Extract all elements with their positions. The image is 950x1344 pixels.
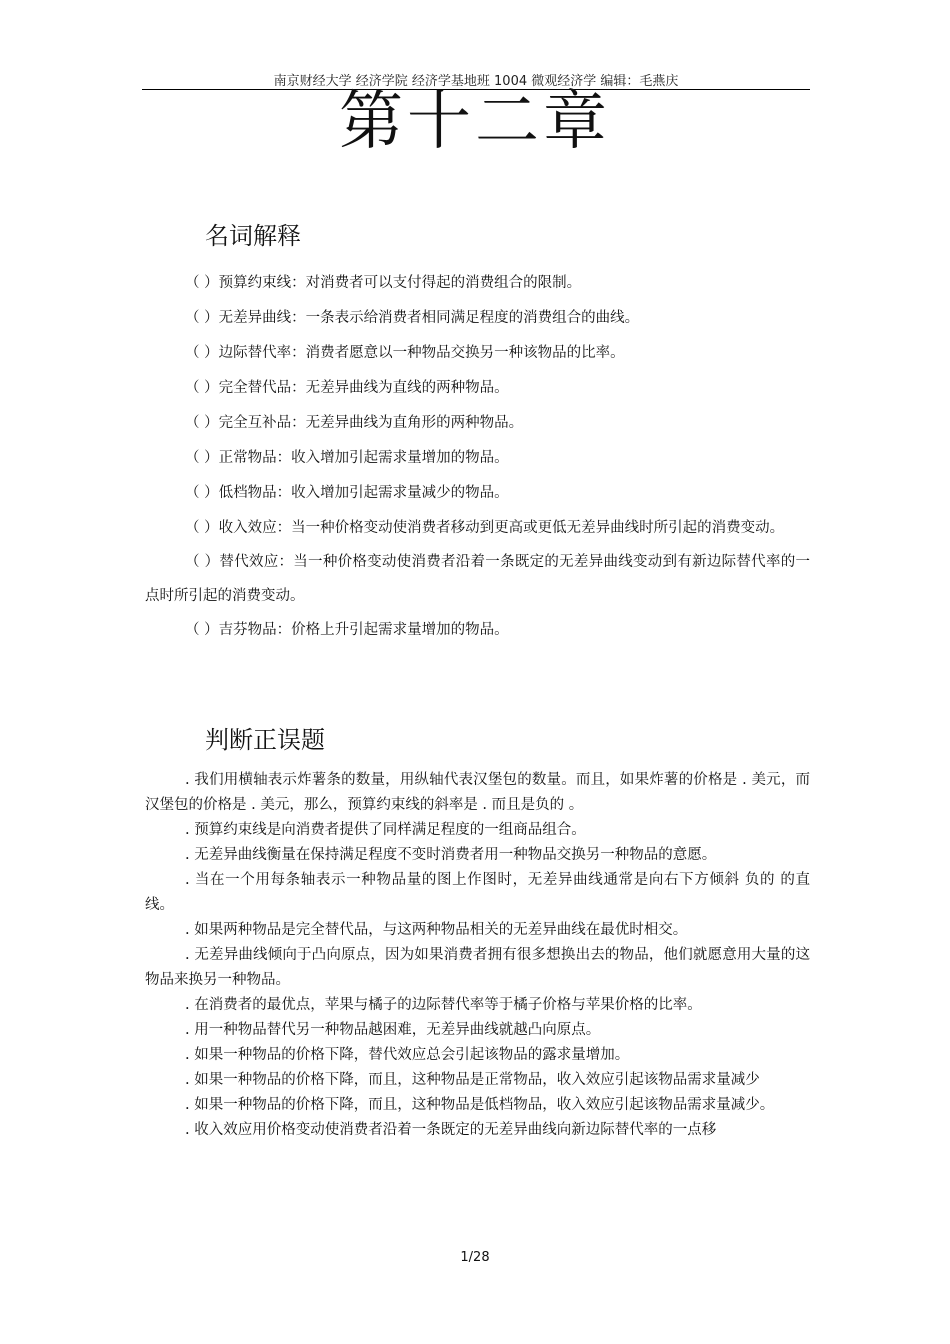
question-item: . 无差异曲线倾向于凸向原点，因为如果消费者拥有很多想换出去的物品，他们就愿意用大量的这物品来换另一种物品。 — [145, 947, 810, 988]
question-item: . 如果一种物品的价格下降，替代效应总会引起该物品的露求量增加。 — [185, 1047, 630, 1063]
definition-item: （ ）收入效应：当一种价格变动使消费者移动到更高或更低无差异曲线时所引起的消费变动。 — [185, 520, 785, 536]
definition-item: （ ）低档物品：收入增加引起需求量减少的物品。 — [185, 485, 509, 501]
definition-item: （ ）预算约束线：对消费者可以支付得起的消费组合的限制。 — [185, 275, 582, 291]
question-item: . 当在一个用每条轴表示一种物品量的图上作图时，无差异曲线通常是向右下方倾斜 负的 的直线。 — [145, 872, 810, 913]
definition-item: （ ）吉芬物品：价格上升引起需求量增加的物品。 — [185, 622, 509, 638]
question-item: . 如果两种物品是完全替代品，与这两种物品相关的无差异曲线在最优时相交。 — [185, 922, 688, 938]
section-title-true-false: 判断正误题 — [205, 726, 325, 754]
definition-item: （ ）无差异曲线：一条表示给消费者相同满足程度的消费组合的曲线。 — [185, 310, 640, 326]
page-number: 1/28 — [460, 1250, 490, 1265]
question-item: . 用一种物品替代另一种物品越困难，无差异曲线就越凸向原点。 — [185, 1022, 601, 1038]
question-item: . 预算约束线是向消费者提供了同样满足程度的一组商品组合。 — [185, 822, 586, 838]
question-item: . 如果一种物品的价格下降，而且，这种物品是正常物品，收入效应引起该物品需求量减少 — [185, 1072, 760, 1088]
chapter-title: 第十二章 — [339, 85, 611, 159]
running-header: 南京财经大学 经济学院 经济学基地班 1004 微观经济学 编辑：毛燕庆 — [273, 74, 679, 89]
definitions-list — [145, 266, 810, 648]
definition-item: （ ）完全互补品：无差异曲线为直角形的两种物品。 — [185, 415, 524, 431]
definition-item: （ ）替代效应：当一种价格变动使消费者沿着一条既定的无差异曲线变动到有新边际替代率的一点时所引起的消费变动。 — [145, 554, 810, 604]
definition-item: （ ）正常物品：收入增加引起需求量增加的物品。 — [185, 450, 509, 466]
question-item: . 如果一种物品的价格下降，而且，这种物品是低档物品，收入效应引起该物品需求量减少。 — [185, 1097, 775, 1113]
section-title-definitions: 名词解释 — [205, 222, 301, 250]
true-false-list — [145, 768, 810, 1143]
question-item: . 在消费者的最优点，苹果与橘子的边际替代率等于橘子价格与苹果价格的比率。 — [185, 997, 702, 1013]
definition-item: （ ）完全替代品：无差异曲线为直线的两种物品。 — [185, 380, 509, 396]
question-item: . 我们用横轴表示炸薯条的数量，用纵轴代表汉堡包的数量。而且，如果炸薯的价格是 . 美元，而汉堡包的价格是 . 美元，那么，预算约束线的斜率是 . 而且是负的 。 — [145, 772, 810, 813]
question-item: . 无差异曲线衡量在保持满足程度不变时消费者用一种物品交换另一种物品的意愿。 — [185, 847, 717, 863]
definition-item: （ ）边际替代率：消费者愿意以一种物品交换另一种该物品的比率。 — [185, 345, 625, 361]
question-item: . 收入效应用价格变动使消费者沿着一条既定的无差异曲线向新边际替代率的一点移 — [185, 1122, 717, 1138]
